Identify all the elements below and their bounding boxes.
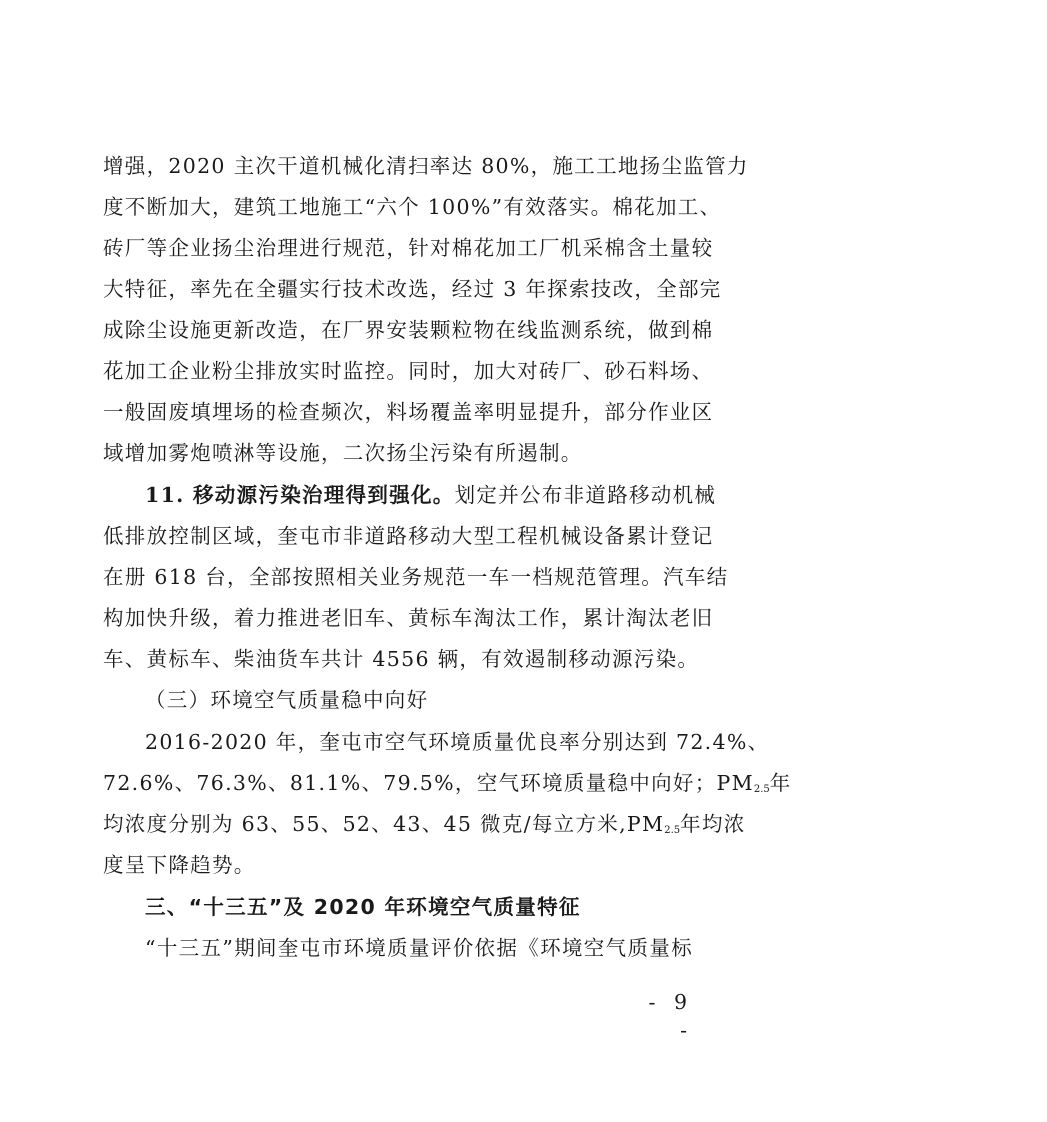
dust-paragraph-line: 砖厂等企业扬尘治理进行规范，针对棉花加工厂机采棉含土量较 bbox=[103, 236, 714, 260]
mobile-paragraph-line: 低排放控制区域，奎屯市非道路移动大型工程机械设备累计登记 bbox=[103, 524, 714, 548]
pm-subscript: 2.5 bbox=[753, 784, 770, 795]
air-paragraph-line: 2016-2020 年，奎屯市空气环境质量优良率分别达到 72.4%、 bbox=[145, 730, 770, 754]
air-text: 年 bbox=[769, 771, 792, 795]
pm-subscript: 2.5 bbox=[664, 825, 681, 836]
dust-paragraph-line: 增强，2020 主次干道机械化清扫率达 80%，施工工地扬尘监管力 bbox=[103, 154, 749, 178]
air-text: 72.6%、76.3%、81.1%、79.5%，空气环境质量稳中向好；PM bbox=[103, 771, 754, 795]
air-paragraph-line bbox=[103, 769, 792, 804]
section-heading-3: 三、“十三五”及 2020 年环境空气质量特征 bbox=[145, 895, 581, 919]
dust-paragraph-line: 域增加雾炮喷淋等设施，二次扬尘污染有所遏制。 bbox=[103, 441, 583, 465]
air-text: 均浓度分别为 63、55、52、43、45 微克/每立方米,PM bbox=[103, 812, 665, 836]
mobile-paragraph-line: 在册 618 台，全部按照相关业务规范一车一档规范管理。汽车结 bbox=[103, 565, 729, 589]
mobile-paragraph-line: 构加快升级，着力推进老旧车、黄标车淘汰工作，累计淘汰老旧 bbox=[103, 606, 714, 630]
standards-paragraph-line: “十三五”期间奎屯市环境质量评价依据《环境空气质量标 bbox=[145, 936, 693, 960]
air-paragraph-line: 度呈下降趋势。 bbox=[103, 853, 256, 877]
dust-paragraph-line: 度不断加大，建筑工地施工“六个 100%”有效落实。棉花加工、 bbox=[103, 195, 722, 219]
mobile-paragraph-text: 划定并公布非道路移动机械 bbox=[454, 483, 717, 507]
dust-paragraph-line: 大特征，率先在全疆实行技术改选，经过 3 年探索技改，全部完 bbox=[103, 277, 722, 301]
dust-paragraph-line: 成除尘设施更新改造，在厂界安装颗粒物在线监测系统，做到棉 bbox=[103, 318, 714, 342]
section-3-title: （三）环境空气质量稳中向好 bbox=[145, 688, 429, 712]
dust-paragraph-line: 花加工企业粉尘排放实时监控。同时，加大对砖厂、砂石料场、 bbox=[103, 359, 714, 383]
mobile-paragraph-line: 车、黄标车、柴油货车共计 4556 辆，有效遏制移动源污染。 bbox=[103, 647, 700, 671]
page-number: - 9 - bbox=[648, 990, 693, 1042]
mobile-paragraph-first-line bbox=[145, 481, 717, 509]
air-paragraph-line bbox=[103, 810, 746, 845]
mobile-section-title: 11. 移动源污染治理得到强化。 bbox=[145, 483, 455, 507]
dust-paragraph-line: 一般固废填埋场的检查频次，料场覆盖率明显提升，部分作业区 bbox=[103, 400, 714, 424]
air-text: 年均浓 bbox=[680, 812, 746, 836]
